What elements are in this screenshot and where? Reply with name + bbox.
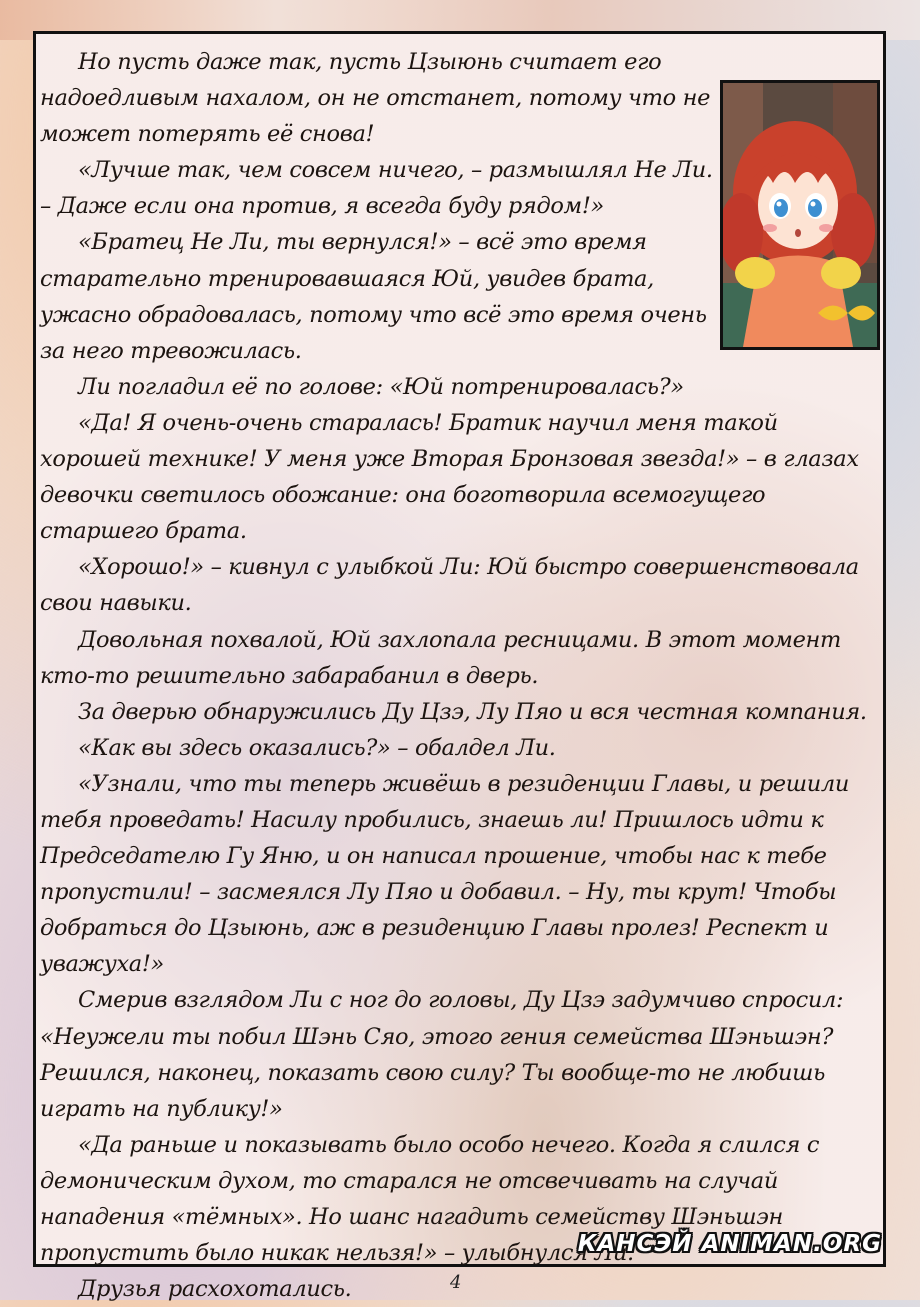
paragraph: За дверью обнаружились Ду Цзэ, Лу Пяо и вся честная компания. <box>78 698 867 725</box>
paragraph: Друзья расхохотались. <box>78 1276 352 1303</box>
paragraph: Но пусть даже так, пусть Цзыюнь считает его надоедливым нахалом, он не отстанет, потому что не может потерять её снова! <box>40 49 711 148</box>
translator-credit: КАНСЭЙ ANIMAN.ORG <box>577 1231 882 1257</box>
paragraph: «Братец Не Ли, ты вернулся!» – всё это время старательно тренировавшаяся Юй, увидев брата, ужасно обрадовалась, потому что всё это время очень за него тревожилась. <box>40 229 707 364</box>
paragraph: «Узнали, что ты теперь живёшь в резиденции Главы, и решили тебя проведать! Насилу пробились, знаешь ли! Пришлось идти к Председателю Гу Яню, и он написал прошение, чтобы нас к тебе пропустили! – засмеялся Лу Пяо и добавил. – Ну, ты крут! Чтобы добраться до Цзыюнь, аж в резиденцию Главы пролез! Респект и уважуха!» <box>40 770 849 978</box>
paragraph: Довольная похвалой, Юй захлопала ресницами. В этот момент кто-то решительно забарабанил в дверь. <box>40 626 842 689</box>
paragraph: «Как вы здесь оказались?» – обалдел Ли. <box>78 734 556 761</box>
paragraph: «Лучше так, чем совсем ничего, – размышлял Не Ли. – Даже если она против, я всегда буду рядом!» <box>40 157 713 220</box>
paragraph: «Да раньше и показывать было особо нечего. Когда я слился с демоническим духом, то старался не отсвечивать на случай нападения «тёмных». Но шанс нагадить семейству Шэньшэн пропустить было никак нельзя!» – улыбнулся Ли. <box>40 1131 820 1267</box>
paragraph: «Хорошо!» – кивнул с улыбкой Ли: Юй быстро совершенствовала свои навыки. <box>40 554 859 617</box>
paragraph: «Да! Я очень-очень старалась! Братик научил меня такой хорошей технике! У меня уже Вторая Бронзовая звезда!» – в глазах девочки светилось обожание: она боготворила всемогущего старшего брата. <box>40 409 859 545</box>
story-text <box>40 44 882 1307</box>
paragraph: Ли погладил её по голове: «Юй потренировалась?» <box>78 373 684 400</box>
page-number: 4 <box>450 1272 462 1293</box>
paragraph: Смерив взглядом Ли с ног до головы, Ду Цзэ задумчиво спросил: «Неужели ты побил Шэнь Сяо, этого гения семейства Шэньшэн? Решился, наконец, показать свою силу? Ты вообще-то не любишь играть на публику!» <box>40 987 844 1122</box>
